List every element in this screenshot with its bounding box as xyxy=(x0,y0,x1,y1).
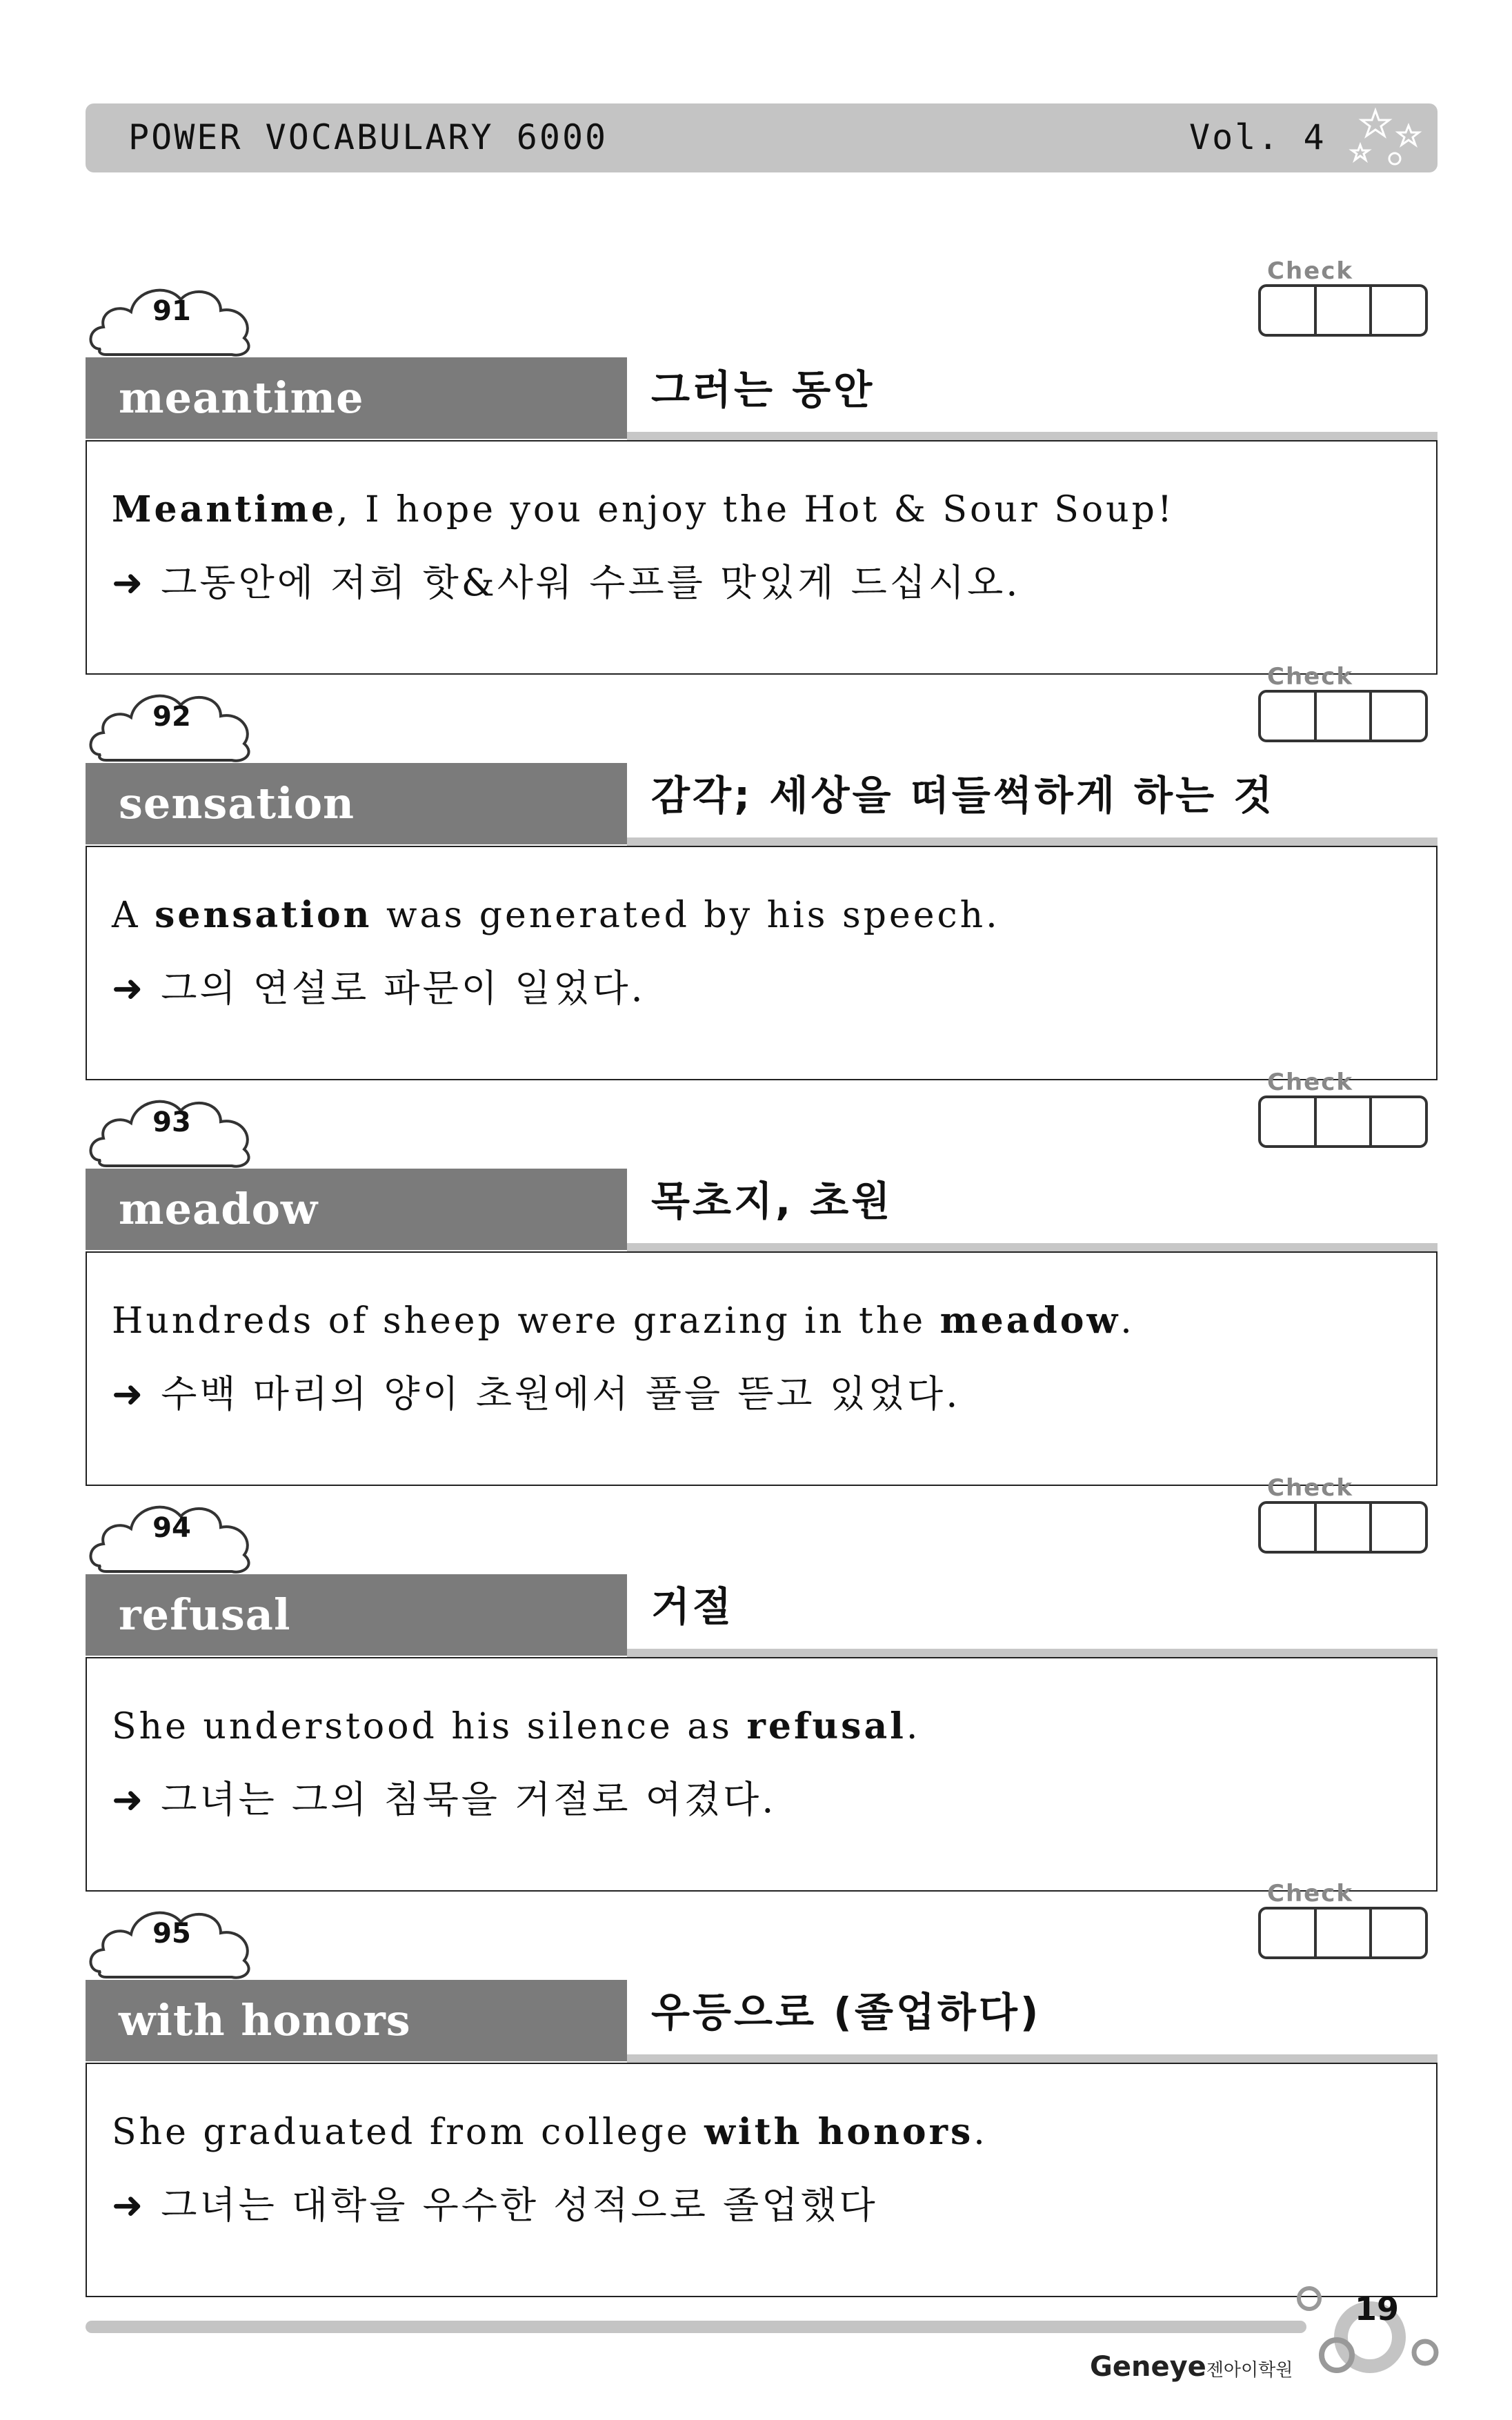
check-box[interactable] xyxy=(1372,1098,1425,1145)
sentence-text: . xyxy=(906,1706,921,1747)
brand-logo xyxy=(1090,2351,1293,2383)
check-box[interactable] xyxy=(1317,1910,1373,1956)
vocab-entry xyxy=(86,1069,1438,1465)
keyword-highlight: meadow xyxy=(939,1300,1121,1342)
vocab-entry xyxy=(86,257,1438,654)
vocab-word: refusal xyxy=(119,1589,291,1640)
check-box[interactable] xyxy=(1261,1910,1317,1956)
check-boxes xyxy=(1258,1907,1428,1959)
sentence-text: A xyxy=(112,895,155,936)
word-number: 92 xyxy=(152,701,191,733)
word-number: 91 xyxy=(152,295,191,327)
meaning-underline xyxy=(627,432,1438,440)
example-english xyxy=(112,488,1175,530)
meaning-underline xyxy=(627,837,1438,846)
word-meaning: 감각; 세상을 떠들썩하게 하는 것 xyxy=(651,772,1275,819)
brand-subtitle: 젠아이학원 xyxy=(1206,2360,1293,2381)
example-box xyxy=(86,440,1438,675)
word-header xyxy=(86,357,627,439)
example-box xyxy=(86,1657,1438,1892)
word-number: 95 xyxy=(152,1918,191,1950)
check-box[interactable] xyxy=(1261,693,1317,740)
vocab-entry xyxy=(86,1880,1438,2277)
keyword-highlight: with honors xyxy=(704,2111,974,2153)
vocab-word: meadow xyxy=(119,1184,319,1234)
page-header xyxy=(86,103,1438,172)
arrow-right-icon: ➜ xyxy=(112,1778,146,1821)
meaning-underline xyxy=(627,1649,1438,1657)
meaning-underline xyxy=(627,2054,1438,2063)
check-box[interactable] xyxy=(1261,1504,1317,1551)
keyword-highlight: refusal xyxy=(746,1705,906,1747)
footer-line xyxy=(86,2321,1306,2333)
check-box[interactable] xyxy=(1261,1098,1317,1145)
volume-label: Vol. 4 xyxy=(1189,117,1326,157)
star-decoration-icon xyxy=(1340,105,1436,171)
example-korean xyxy=(112,553,1020,606)
word-meaning: 거절 xyxy=(651,1583,735,1630)
word-header xyxy=(86,763,627,844)
word-header xyxy=(86,1169,627,1250)
vocab-entry xyxy=(86,1474,1438,1871)
check-box[interactable] xyxy=(1317,1504,1373,1551)
korean-translation: 그동안에 저희 핫&사워 수프를 맛있게 드십시오. xyxy=(161,561,1021,604)
example-korean xyxy=(112,2176,878,2229)
arrow-right-icon: ➜ xyxy=(112,561,146,604)
page-number: 19 xyxy=(1355,2290,1400,2328)
vocab-word: with honors xyxy=(119,1995,411,2045)
keyword-highlight: sensation xyxy=(155,894,372,936)
arrow-right-icon: ➜ xyxy=(112,1372,146,1416)
check-label: Check xyxy=(1267,1069,1353,1096)
word-meaning: 목초지, 초원 xyxy=(651,1178,893,1224)
check-box[interactable] xyxy=(1261,287,1317,334)
word-header xyxy=(86,1980,627,2061)
word-number: 93 xyxy=(152,1107,191,1138)
meaning-underline xyxy=(627,1243,1438,1251)
sentence-text: Hundreds of sheep were grazing in the xyxy=(112,1300,940,1342)
check-box[interactable] xyxy=(1317,693,1373,740)
sentence-text: She graduated from college xyxy=(112,2112,705,2153)
check-box[interactable] xyxy=(1317,287,1373,334)
check-label: Check xyxy=(1267,257,1353,285)
brand-name: Geneye xyxy=(1090,2351,1206,2383)
word-number: 94 xyxy=(152,1512,191,1544)
example-korean xyxy=(112,1770,776,1823)
check-label: Check xyxy=(1267,1880,1353,1907)
check-boxes xyxy=(1258,1095,1428,1148)
word-meaning: 그러는 동안 xyxy=(651,366,875,413)
example-korean xyxy=(112,1365,960,1418)
arrow-right-icon: ➜ xyxy=(112,2183,146,2227)
sentence-text: , I hope you enjoy the Hot & Sour Soup! xyxy=(337,489,1175,530)
sentence-text: was generated by his speech. xyxy=(372,895,1000,936)
word-header xyxy=(86,1574,627,1656)
check-box[interactable] xyxy=(1317,1098,1373,1145)
example-english xyxy=(112,894,1000,936)
korean-translation: 그녀는 그의 침묵을 거절로 여겼다. xyxy=(161,1778,777,1821)
korean-translation: 그의 연설로 파문이 일었다. xyxy=(161,966,646,1010)
example-english xyxy=(112,1705,920,1747)
example-box xyxy=(86,2063,1438,2297)
sentence-text: She understood his silence as xyxy=(112,1706,747,1747)
check-label: Check xyxy=(1267,663,1353,691)
check-label: Check xyxy=(1267,1474,1353,1502)
check-boxes xyxy=(1258,690,1428,742)
vocab-word: sensation xyxy=(119,778,355,829)
check-box[interactable] xyxy=(1372,1910,1425,1956)
vocab-word: meantime xyxy=(119,373,364,423)
check-boxes xyxy=(1258,1501,1428,1554)
book-title: POWER VOCABULARY 6000 xyxy=(128,117,608,157)
example-korean xyxy=(112,959,646,1012)
korean-translation: 그녀는 대학을 우수한 성적으로 졸업했다 xyxy=(161,2183,878,2227)
example-english xyxy=(112,1300,1135,1342)
sentence-text: . xyxy=(1120,1300,1135,1342)
korean-translation: 수백 마리의 양이 초원에서 풀을 뜯고 있었다. xyxy=(161,1372,961,1416)
vocab-entry xyxy=(86,663,1438,1060)
keyword-highlight: Meantime xyxy=(112,488,337,530)
check-box[interactable] xyxy=(1372,1504,1425,1551)
check-boxes xyxy=(1258,284,1428,337)
circle-decoration-icon xyxy=(1290,2270,1442,2387)
sentence-text: . xyxy=(973,2112,988,2153)
example-box xyxy=(86,846,1438,1080)
word-meaning: 우등으로 (졸업하다) xyxy=(651,1989,1042,2036)
example-english xyxy=(112,2111,988,2153)
check-box[interactable] xyxy=(1372,287,1425,334)
check-box[interactable] xyxy=(1372,693,1425,740)
arrow-right-icon: ➜ xyxy=(112,966,146,1010)
example-box xyxy=(86,1251,1438,1486)
